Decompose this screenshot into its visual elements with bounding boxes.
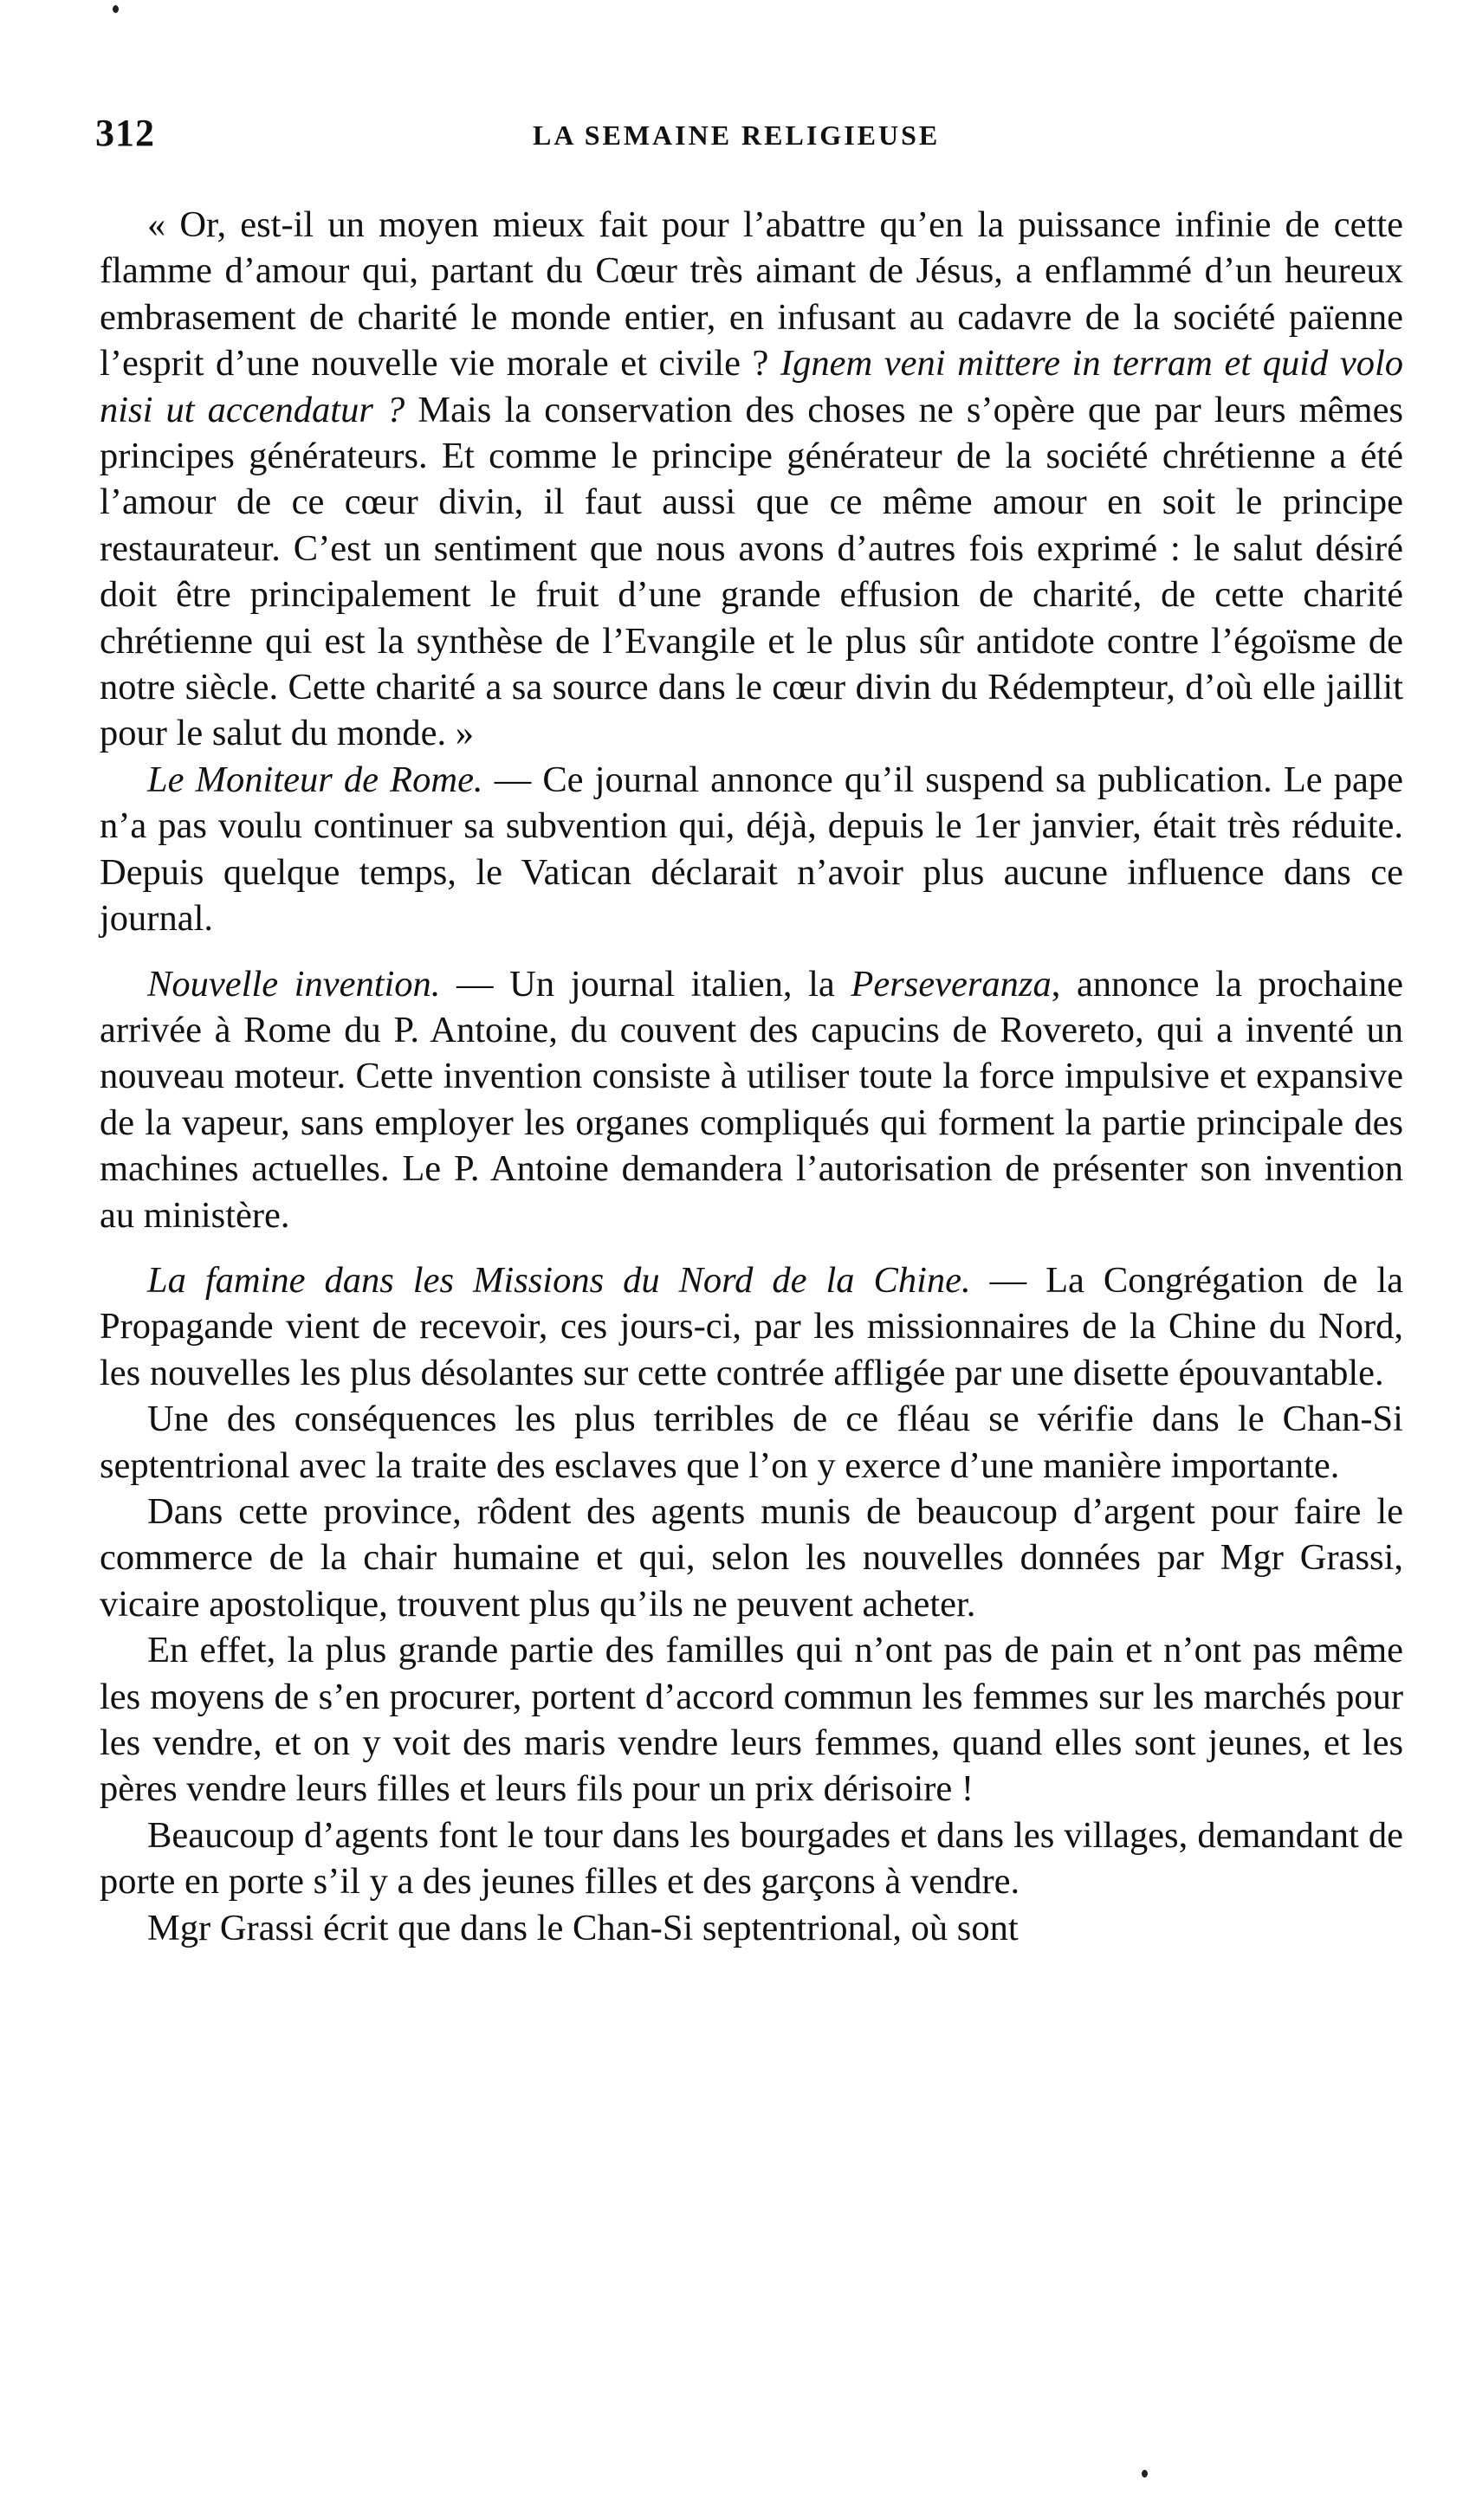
text-span: , annonce la prochaine arrivée à Rome du P. Antoine, du couvent des capucins de Rovereto, qui a inventé un nouveau moteur. Cette invention consiste à utiliser toute la force impulsive et expansive de la vapeur, sans employer les organes compliqués qui forment la partie principale des machines actuelles. Le P. Antoine demandera l’autorisation de présenter son invention au ministère. — [100, 963, 1403, 1236]
text-span: — Un journal italien, la — [440, 963, 851, 1005]
text-span: Une des conséquences les plus terribles de ce fléau se vérifie dans le Chan-Si septentrional avec la traite des esclaves que l’on y exerce d’une manière importante. — [100, 1399, 1403, 1486]
print-speck — [1142, 2470, 1148, 2478]
text-span: Mgr Grassi écrit que dans le Chan-Si septentrional, où sont — [147, 1907, 1019, 1948]
text-span: En effet, la plus grande partie des familles qui n’ont pas de pain et n’ont pas même les moyens de s’en procurer, portent d’accord commun les femmes sur les marchés pour les vendre, et on y voit des maris vendre leurs femmes, quand elles sont jeunes, et les pères vendre leurs filles et leurs fils pour un prix dérisoire ! — [100, 1630, 1403, 1810]
text-span: « Or, est-il un moyen mieux fait pour l’abattre qu’en la puissance infinie de cette flamme d’amour qui, partant du Cœur très aimant de Jésus, a enflammé d’un heureux embrasement de charité le monde entier, en infusant au cadavre de la société païenne l’esprit d’une nouvelle vie morale et civile ? — [100, 204, 1403, 384]
paragraph-province-agents — [100, 1489, 1403, 1627]
latin-quotation: Ignem veni mittere in terram et quid volo nisi ut accendatur ? — [100, 343, 1404, 430]
paragraph-familles — [100, 1627, 1403, 1812]
section-heading: Le Moniteur de Rome. — [147, 759, 483, 800]
running-head: LA SEMAINE RELIGIEUSE — [533, 120, 941, 151]
section-heading: Nouvelle invention. — [147, 963, 441, 1005]
paragraph-nouvelle-invention — [100, 961, 1403, 1238]
page-header — [95, 111, 1395, 163]
section-heading: La famine dans les Missions du Nord de la Chine. — [147, 1259, 971, 1301]
text-span: — Ce journal annonce qu’il suspend sa publication. Le pape n’a pas voulu continuer sa subvention qui, déjà, depuis le 1er janvier, était très réduite. Depuis quelque temps, le Vatican déclarait n’avoir plus aucune influence dans ce journal. — [100, 759, 1403, 940]
text-span: Mais la conservation des choses ne s’opère que par leurs mêmes principes générateurs. Et comme le principe générateur de la société chrétienne a été l’amour de ce cœur divin, il faut aussi que ce même amour en soit le principe restaurateur. C’est un sentiment que nous avons d’autres fois exprimé : le salut désiré doit être principalement le fruit d’une grande effusion de charité, de cette charité chrétienne qui est la synthèse de l’Evangile et le plus sûr antidote contre l’égoïsme de notre siècle. Cette charité a sa source dans le cœur divin du Rédempteur, d’où elle jaillit pour le salut du monde. » — [100, 389, 1404, 754]
paragraph-famine-chine — [100, 1257, 1403, 1396]
paragraph-consequences — [100, 1396, 1403, 1489]
paragraph-mgr-grassi — [100, 1905, 1403, 1951]
newspaper-title: Perseveranza — [851, 963, 1052, 1005]
paragraph-quote-sacred-heart — [100, 202, 1403, 757]
body-text — [100, 202, 1403, 1951]
print-speck — [113, 5, 119, 13]
page-number: 312 — [95, 112, 155, 154]
text-span: — La Congrégation de la Propagande vient de recevoir, ces jours-ci, par les missionnaires de la Chine du Nord, les nouvelles les plus désolantes sur cette contrée affligée par une disette épouvantable. — [100, 1259, 1403, 1393]
paragraph-agents-villages — [100, 1812, 1403, 1905]
paragraph-moniteur-de-rome — [100, 757, 1403, 942]
text-span: Beaucoup d’agents font le tour dans les bourgades et dans les villages, demandant de porte en porte s’il y a des jeunes filles et des garçons à vendre. — [100, 1814, 1403, 1903]
text-span: Dans cette province, rôdent des agents munis de beaucoup d’argent pour faire le commerce de la chair humaine et qui, selon les nouvelles données par Mgr Grassi, vicaire apostolique, trouvent plus qu’ils ne peuvent acheter. — [100, 1490, 1403, 1625]
